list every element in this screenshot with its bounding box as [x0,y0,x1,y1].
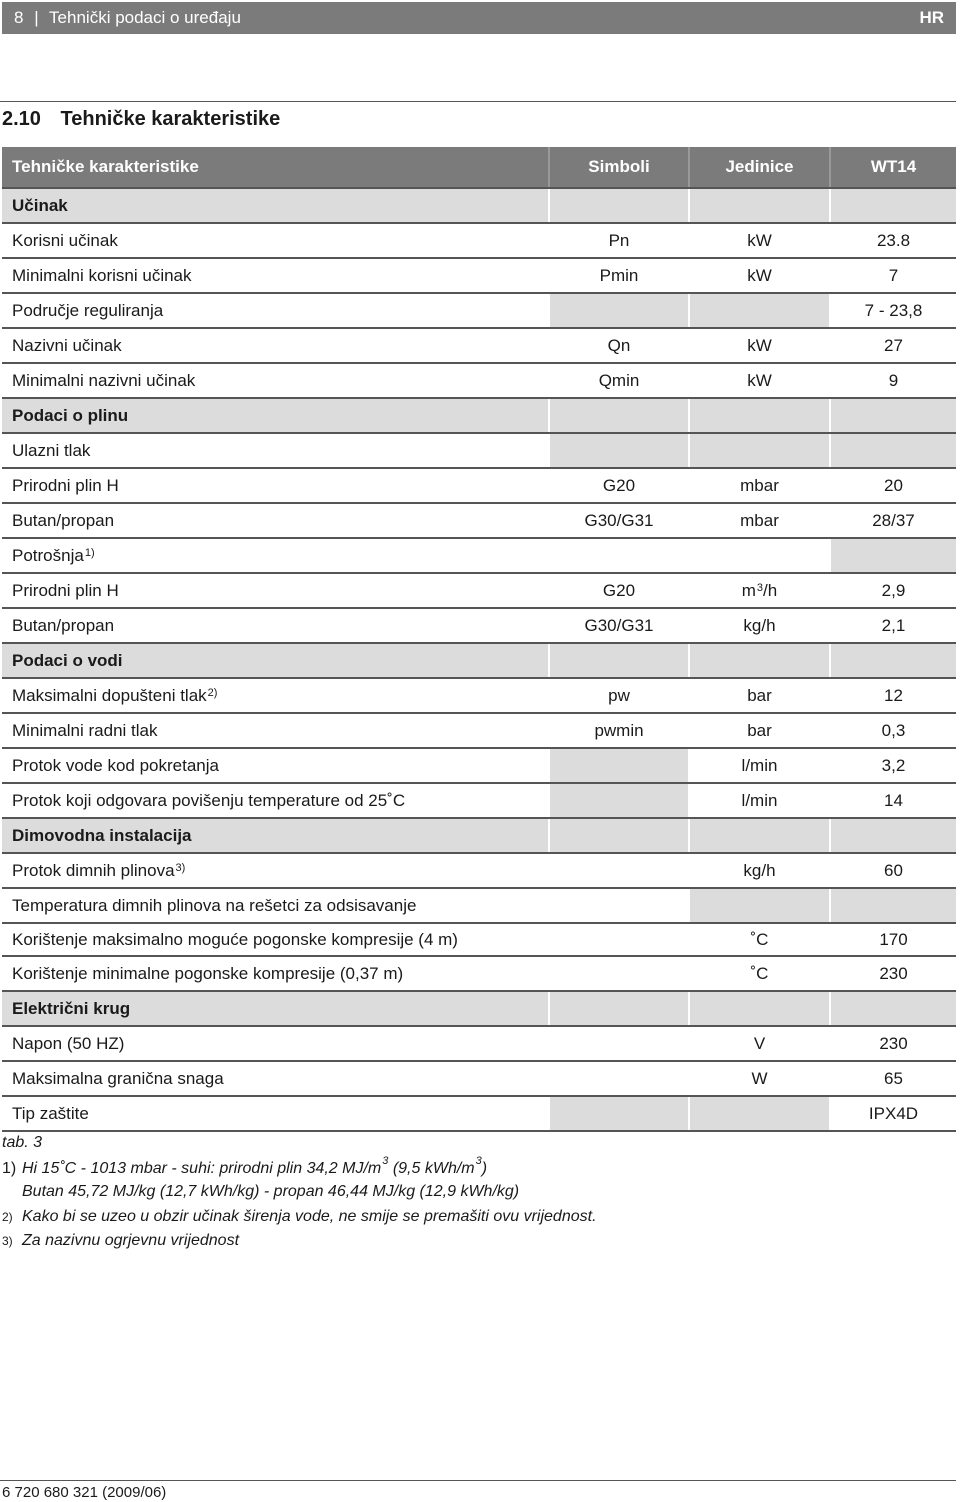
row-unit [688,749,829,782]
row-label [2,992,548,1025]
section-divider [0,101,956,102]
row-symbol [548,924,688,955]
row-value: 14 [829,784,956,817]
row-unit-text: kW [747,335,772,355]
document-number: 6 720 680 321 (2009/06) [2,1484,167,1501]
row-label: Potrošnja $^{1)}$ [12,545,95,565]
row-symbol: pwmin [548,714,688,747]
row-label [2,329,548,362]
row-label [2,364,548,397]
footnote-2-text: Kako bi se uzeo u obzir učinak širenja vode, ne smije se premašiti ovu vrijednost. [22,1208,597,1225]
footer-divider [0,1480,956,1481]
row-unit [688,992,829,1025]
footnote-2-number: 2) [2,1210,13,1224]
row-label-text: Protok vode kod pokretanja [12,755,219,775]
header-title-group [14,8,241,28]
row-unit [688,364,829,397]
column-header-characteristic: Tehničke karakteristike [12,157,199,176]
footnote-1-text-c: ) [481,1160,488,1177]
row-unit-text: m [741,580,756,600]
row-label-text: Minimalni korisni učinak [12,265,192,285]
header-title: Tehnički podaci o uređaju [49,8,241,27]
row-unit-text: l/min [741,755,778,775]
row-unit [688,609,829,642]
row-unit [688,469,829,502]
row-label [2,294,548,327]
row-symbol: G30/G31 [548,609,688,642]
row-label [2,924,548,955]
row-unit [688,957,829,990]
column-header-model: WT14 [829,147,956,187]
row-label-text: Područje reguliranja [12,300,164,320]
footnote-1-text-a: Hi 15˚C - 1013 mbar - suhi: prirodni plin 34,2 MJ/m [22,1160,382,1177]
row-unit: m $^3$ /h [688,574,829,607]
table-row [2,574,956,609]
row-label-text: Podaci o plinu [12,405,129,425]
row-value [829,434,956,467]
row-unit-text: l/min [741,790,778,810]
row-value [829,539,956,572]
row-symbol [548,992,688,1025]
table-row [2,434,956,469]
row-unit-text: ˚C [750,963,769,983]
row-unit-text: ˚C [750,929,769,949]
row-value: 9 [829,364,956,397]
table-row [2,679,956,714]
row-symbol: Pn [548,224,688,257]
row-unit [688,854,829,887]
row-value: 2,9 [829,574,956,607]
row-symbol [548,1062,688,1095]
table-row [2,539,956,574]
table-row [2,1062,956,1097]
row-unit [688,1097,829,1130]
section-heading [2,108,280,131]
row-symbol [548,957,688,990]
row-value: 65 [829,1062,956,1095]
column-header-symbol: Simboli [548,147,688,187]
row-label [2,1062,548,1095]
row-symbol [548,539,688,572]
row-unit [688,644,829,677]
row-unit [688,889,829,922]
row-label [2,819,548,852]
row-label-text: Korištenje minimalne pogonske kompresije (0,37 m) [12,963,404,983]
row-label-text: Maksimalna granična snaga [12,1068,224,1088]
table-row [2,854,956,889]
row-label-text: Ulazni tlak [12,440,91,460]
row-unit-tail: /h [763,580,778,600]
table-group-row [2,189,956,224]
row-unit-text: mbar [740,475,779,495]
row-unit [688,294,829,327]
row-symbol [548,434,688,467]
row-label-text: Temperatura dimnih plinova na rešetci za odsisavanje [12,895,417,915]
language-code: HR [919,8,944,27]
row-symbol [548,1097,688,1130]
footnote-1-number: 1) [2,1160,17,1177]
row-unit-text: mbar [740,510,779,530]
table-row [2,889,956,924]
row-label-text: Prirodni plin H [12,475,119,495]
row-value: 7 [829,259,956,292]
table-group-row [2,992,956,1027]
table-header-row [2,147,956,189]
row-symbol: G20 [548,469,688,502]
table-group-row [2,644,956,679]
row-label-text: Dimovodna instalacija [12,825,192,845]
row-unit [688,714,829,747]
row-unit [688,539,829,572]
row-value: 0,3 [829,714,956,747]
row-unit [688,819,829,852]
row-unit-text: kW [747,370,772,390]
footnote-1-text-b: (9,5 kWh/m [388,1160,475,1177]
row-label-text: Električni krug [12,998,131,1018]
table-row [2,504,956,539]
row-value: 27 [829,329,956,362]
row-unit [688,259,829,292]
row-label-text: Tip zaštite [12,1103,89,1123]
page-number: 8 [14,8,24,27]
row-label-text: Korisni učinak [12,230,118,250]
row-symbol [548,749,688,782]
row-label [2,1097,548,1130]
table-row [2,294,956,329]
row-symbol [548,399,688,432]
footnote-2 [2,1208,597,1226]
row-value [829,189,956,222]
row-label-text: Potrošnja [12,545,84,565]
footnote-3-number: 3) [2,1234,13,1248]
footnote-1-sup-1: 3 [382,1154,389,1167]
row-symbol: G20 [548,574,688,607]
table-caption: tab. 3 [2,1134,43,1151]
row-symbol [548,189,688,222]
table-body [2,189,956,1132]
row-value: 230 [829,1027,956,1060]
row-symbol: pw [548,679,688,712]
footnote-1-sup-2: 3 [475,1154,482,1167]
row-label-text: Korištenje maksimalno moguće pogonske kompresije (4 m) [12,929,458,949]
technical-table [2,147,956,1132]
row-value [829,992,956,1025]
footnote-1-line-2 [2,1183,519,1201]
row-value [829,889,956,922]
row-label-text: Protok dimnih plinova [12,860,175,880]
row-symbol: G30/G31 [548,504,688,537]
row-label [2,784,548,817]
table-row [2,224,956,259]
row-symbol [548,1027,688,1060]
row-value: 28/37 [829,504,956,537]
footnote-3-text: Za nazivnu ogrjevnu vrijednost [22,1232,240,1249]
row-symbol [548,294,688,327]
table-row [2,329,956,364]
row-label [2,399,548,432]
row-symbol [548,854,688,887]
header-separator: | [34,8,39,27]
table-row [2,714,956,749]
table-row [2,1097,956,1132]
row-value: 230 [829,957,956,990]
table-group-row [2,399,956,434]
table-row [2,364,956,399]
row-symbol: Qmin [548,364,688,397]
row-label [2,609,548,642]
row-label: Maksimalni dopušteni tlak $^{2)}$ [12,685,218,705]
table-row [2,259,956,294]
row-unit-text: kg/h [743,615,776,635]
row-value [829,644,956,677]
row-value: 12 [829,679,956,712]
table-row [2,1027,956,1062]
section-title: Tehničke karakteristike [60,108,281,130]
row-label [2,714,548,747]
row-value: 60 [829,854,956,887]
row-value: 20 [829,469,956,502]
row-label-text: Napon (50 HZ) [12,1033,125,1053]
row-label-text: Minimalni radni tlak [12,720,158,740]
row-label-text: Učinak [12,195,68,215]
row-unit [688,329,829,362]
row-label-text: Minimalni nazivni učinak [12,370,196,390]
row-unit-text: kW [747,265,772,285]
row-unit-text: W [751,1068,768,1088]
page-header [2,2,956,34]
table-row [2,609,956,644]
footnote-1 [2,1154,488,1178]
table-row [2,924,956,957]
row-symbol [548,784,688,817]
row-symbol [548,644,688,677]
row-value: IPX4D [829,1097,956,1130]
row-label [2,889,548,922]
row-unit [688,1062,829,1095]
row-value: 23.8 [829,224,956,257]
row-label [2,504,548,537]
table-row [2,957,956,992]
row-unit-text: bar [747,685,772,705]
row-value: 170 [829,924,956,955]
row-unit-text: V [753,1033,766,1053]
row-label: Protok dimnih plinova $^{3)}$ [12,860,186,880]
row-label-text: Maksimalni dopušteni tlak [12,685,207,705]
row-unit [688,679,829,712]
row-symbol [548,889,688,922]
row-unit [688,784,829,817]
row-value [829,819,956,852]
row-label [2,259,548,292]
row-label [2,434,548,467]
row-unit-text: kW [747,230,772,250]
row-label-text: Prirodni plin H [12,580,119,600]
row-label [2,224,548,257]
row-label [2,1027,548,1060]
row-unit-text: kg/h [743,860,776,880]
row-unit [688,434,829,467]
row-unit [688,189,829,222]
row-unit [688,924,829,955]
table-row [2,749,956,784]
table-row [2,469,956,504]
row-label-text: Protok koji odgovara povišenju temperature od 25˚C [12,790,406,810]
row-value: 3,2 [829,749,956,782]
row-symbol [548,819,688,852]
row-label-text: Butan/propan [12,615,115,635]
column-header-unit: Jedinice [688,147,829,187]
table-group-row [2,819,956,854]
row-value: 7 - 23,8 [829,294,956,327]
row-label [2,469,548,502]
row-label [2,644,548,677]
row-unit [688,399,829,432]
section-number: 2.10 [2,108,41,130]
row-label-text: Podaci o vodi [12,650,123,670]
row-unit-text: bar [747,720,772,740]
row-label [2,574,548,607]
footnote-1-text-line2: Butan 45,72 MJ/kg (12,7 kWh/kg) - propan 46,44 MJ/kg (12,9 kWh/kg) [22,1183,520,1200]
row-label [2,957,548,990]
row-unit [688,1027,829,1060]
row-unit [688,504,829,537]
row-label [2,189,548,222]
row-value: 2,1 [829,609,956,642]
row-label-text: Butan/propan [12,510,115,530]
row-symbol: Qn [548,329,688,362]
row-value [829,399,956,432]
row-unit [688,224,829,257]
footnote-3 [2,1232,239,1250]
row-label [2,749,548,782]
row-label-text: Nazivni učinak [12,335,122,355]
table-row [2,784,956,819]
row-symbol: Pmin [548,259,688,292]
